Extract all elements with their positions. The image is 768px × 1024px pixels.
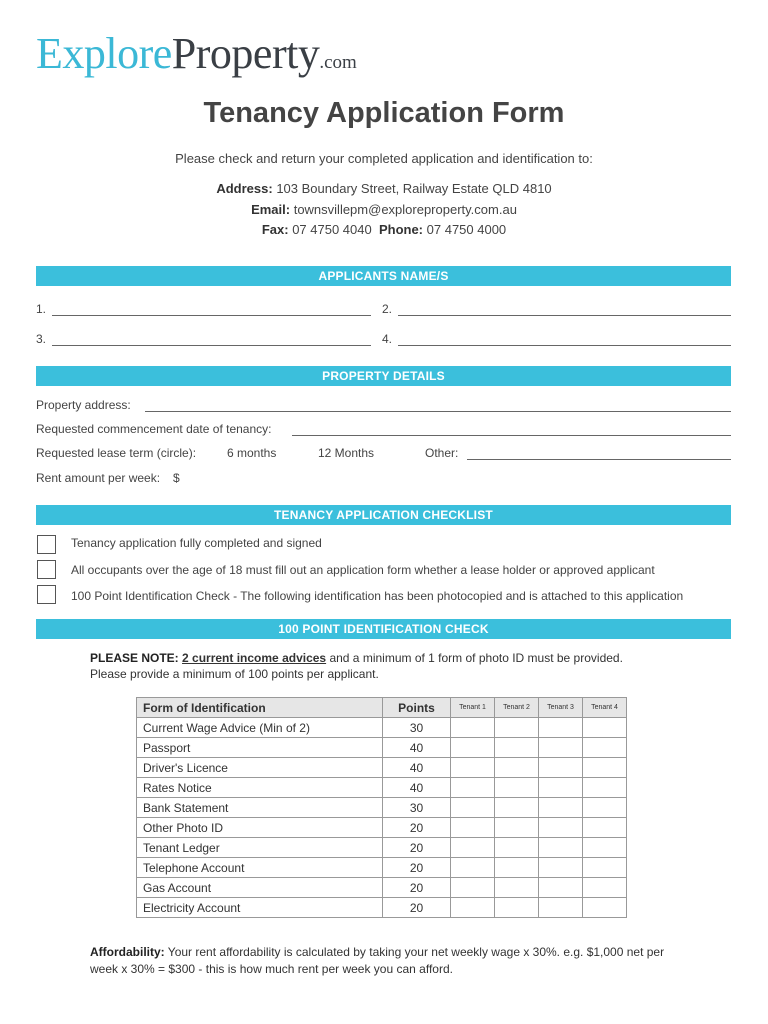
tenant-1-cell[interactable] xyxy=(451,878,495,898)
id-points-cell: 20 xyxy=(383,838,451,858)
id-points-cell: 20 xyxy=(383,898,451,918)
id-points-cell: 30 xyxy=(383,798,451,818)
table-row xyxy=(137,778,627,798)
section-header-applicants: APPLICANTS NAME/S xyxy=(36,266,731,286)
id-form-cell: Telephone Account xyxy=(137,858,383,878)
note-line2: Please provide a minimum of 100 points per applicant. xyxy=(90,667,379,681)
tenant-4-cell[interactable] xyxy=(583,758,627,778)
tenant-3-cell[interactable] xyxy=(539,738,583,758)
tenant-1-cell[interactable] xyxy=(451,738,495,758)
tenant-1-cell[interactable] xyxy=(451,898,495,918)
phone-value: 07 4750 4000 xyxy=(426,222,507,237)
table-row xyxy=(137,858,627,878)
rent-amount-label: Rent amount per week: xyxy=(36,471,161,485)
table-row xyxy=(137,758,627,778)
lease-option-12-months[interactable]: 12 Months xyxy=(318,446,375,460)
id-points-cell: 20 xyxy=(383,858,451,878)
please-note xyxy=(90,650,623,682)
logo-part-property: Property xyxy=(171,29,320,78)
id-form-cell: Electricity Account xyxy=(137,898,383,918)
checklist-item-3: 100 Point Identification Check - The following identification has been photocopied and is attached to this application xyxy=(71,589,684,603)
checklist-checkbox-3[interactable] xyxy=(37,585,56,604)
table-row xyxy=(137,738,627,758)
tenant-4-cell[interactable] xyxy=(583,838,627,858)
col-header-points: Points xyxy=(383,698,451,718)
tenant-2-cell[interactable] xyxy=(495,858,539,878)
col-header-tenant-4: Tenant 4 xyxy=(583,698,627,718)
applicant-3-field[interactable] xyxy=(52,345,371,346)
tenant-1-cell[interactable] xyxy=(451,798,495,818)
checklist-item-1: Tenancy application fully completed and signed xyxy=(71,536,322,550)
table-header-row xyxy=(137,698,627,718)
tenant-2-cell[interactable] xyxy=(495,758,539,778)
address-label: Address: xyxy=(216,181,273,196)
affordability-label: Affordability: xyxy=(90,945,165,959)
col-header-form: Form of Identification xyxy=(137,698,383,718)
table-row xyxy=(137,818,627,838)
rent-currency-symbol: $ xyxy=(173,471,180,485)
id-form-cell: Bank Statement xyxy=(137,798,383,818)
tenant-3-cell[interactable] xyxy=(539,778,583,798)
id-points-cell: 20 xyxy=(383,878,451,898)
tenant-4-cell[interactable] xyxy=(583,898,627,918)
col-header-tenant-1: Tenant 1 xyxy=(451,698,495,718)
tenant-2-cell[interactable] xyxy=(495,778,539,798)
id-points-cell: 40 xyxy=(383,738,451,758)
table-row xyxy=(137,718,627,738)
address-value: 103 Boundary Street, Railway Estate QLD 4810 xyxy=(276,181,552,196)
tenant-3-cell[interactable] xyxy=(539,818,583,838)
tenant-3-cell[interactable] xyxy=(539,718,583,738)
id-form-cell: Passport xyxy=(137,738,383,758)
id-points-cell: 20 xyxy=(383,818,451,838)
id-form-cell: Tenant Ledger xyxy=(137,838,383,858)
phone-label: Phone: xyxy=(378,222,424,237)
contact-fax-phone xyxy=(0,222,768,237)
fax-label: Fax: xyxy=(261,222,289,237)
applicant-1-field[interactable] xyxy=(52,315,371,316)
col-header-tenant-2: Tenant 2 xyxy=(495,698,539,718)
commencement-date-label: Requested commencement date of tenancy: xyxy=(36,422,272,436)
tenant-2-cell[interactable] xyxy=(495,798,539,818)
section-header-checklist: TENANCY APPLICATION CHECKLIST xyxy=(36,505,731,525)
property-address-field[interactable] xyxy=(145,411,731,412)
lease-other-field[interactable] xyxy=(467,459,731,460)
section-header-id-check: 100 POINT IDENTIFICATION CHECK xyxy=(36,619,731,639)
property-address-label: Property address: xyxy=(36,398,131,412)
intro-text: Please check and return your completed application and identification to: xyxy=(175,151,593,166)
id-points-cell: 30 xyxy=(383,718,451,738)
checklist-checkbox-2[interactable] xyxy=(37,560,56,579)
lease-option-6-months[interactable]: 6 months xyxy=(227,446,277,460)
affordability-text: Your rent affordability is calculated by taking your net weekly wage x 30%. e.g. $1,000 net per week x 30% = $300 - this is how much rent per week you can afford. xyxy=(90,945,665,976)
tenant-1-cell[interactable] xyxy=(451,858,495,878)
tenant-4-cell[interactable] xyxy=(583,858,627,878)
tenant-4-cell[interactable] xyxy=(583,798,627,818)
contact-address xyxy=(0,181,768,196)
table-row xyxy=(137,798,627,818)
tenant-3-cell[interactable] xyxy=(539,758,583,778)
lease-other-label: Other: xyxy=(425,446,459,460)
table-row xyxy=(137,878,627,898)
brand-logo xyxy=(36,30,357,87)
table-row xyxy=(137,838,627,858)
tenant-1-cell[interactable] xyxy=(451,778,495,798)
table-row xyxy=(137,898,627,918)
tenant-2-cell[interactable] xyxy=(495,878,539,898)
tenant-3-cell[interactable] xyxy=(539,858,583,878)
tenant-4-cell[interactable] xyxy=(583,718,627,738)
commencement-date-field[interactable] xyxy=(292,435,731,436)
tenant-2-cell[interactable] xyxy=(495,838,539,858)
note-rest: and a minimum of 1 form of photo ID must be provided. xyxy=(329,651,623,665)
tenant-1-cell[interactable] xyxy=(451,818,495,838)
note-emphasis: 2 current income advices xyxy=(182,651,327,665)
tenant-1-cell[interactable] xyxy=(451,758,495,778)
id-form-cell: Gas Account xyxy=(137,878,383,898)
affordability-note xyxy=(90,944,690,978)
tenant-2-cell[interactable] xyxy=(495,718,539,738)
contact-email xyxy=(0,202,768,217)
applicant-4-label: 4. xyxy=(382,332,393,346)
tenant-3-cell[interactable] xyxy=(539,898,583,918)
col-header-tenant-3: Tenant 3 xyxy=(539,698,583,718)
tenant-3-cell[interactable] xyxy=(539,798,583,818)
id-points-cell: 40 xyxy=(383,758,451,778)
tenant-4-cell[interactable] xyxy=(583,878,627,898)
applicant-4-field[interactable] xyxy=(398,345,731,346)
id-points-cell: 40 xyxy=(383,778,451,798)
applicant-2-label: 2. xyxy=(382,302,393,316)
tenant-3-cell[interactable] xyxy=(539,878,583,898)
applicant-1-label: 1. xyxy=(36,302,47,316)
note-label: PLEASE NOTE: xyxy=(90,651,179,665)
tenant-1-cell[interactable] xyxy=(451,838,495,858)
tenant-3-cell[interactable] xyxy=(539,838,583,858)
id-form-cell: Other Photo ID xyxy=(137,818,383,838)
tenant-2-cell[interactable] xyxy=(495,898,539,918)
id-form-cell: Driver's Licence xyxy=(137,758,383,778)
tenant-4-cell[interactable] xyxy=(583,818,627,838)
logo-part-explore: Explore xyxy=(36,29,172,78)
checklist-item-2: All occupants over the age of 18 must fill out an application form whether a lease holder or approved applicant xyxy=(71,563,655,577)
identification-table xyxy=(136,697,627,918)
page-title: Tenancy Application Form xyxy=(203,97,565,129)
fax-value: 07 4750 4040 xyxy=(292,222,372,237)
logo-part-com: .com xyxy=(319,52,357,73)
tenant-4-cell[interactable] xyxy=(583,778,627,798)
applicant-3-label: 3. xyxy=(36,332,47,346)
id-form-cell: Current Wage Advice (Min of 2) xyxy=(137,718,383,738)
applicant-2-field[interactable] xyxy=(398,315,731,316)
tenant-1-cell[interactable] xyxy=(451,718,495,738)
tenant-2-cell[interactable] xyxy=(495,738,539,758)
tenant-2-cell[interactable] xyxy=(495,818,539,838)
lease-term-label: Requested lease term (circle): xyxy=(36,446,197,460)
tenant-4-cell[interactable] xyxy=(583,738,627,758)
email-value[interactable]: townsvillepm@exploreproperty.com.au xyxy=(293,202,517,217)
section-header-property: PROPERTY DETAILS xyxy=(36,366,731,386)
id-form-cell: Rates Notice xyxy=(137,778,383,798)
checklist-checkbox-1[interactable] xyxy=(37,535,56,554)
email-label: Email: xyxy=(251,202,291,217)
